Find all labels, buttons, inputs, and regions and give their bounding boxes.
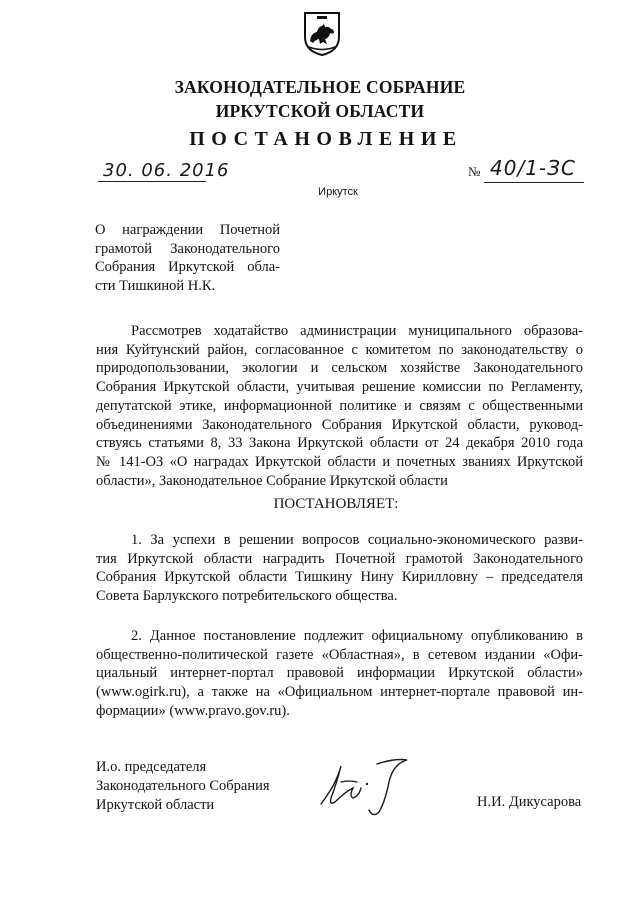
preamble-paragraph [96, 322, 583, 490]
organization-name-line2: ИРКУТСКОЙ ОБЛАСТИ [215, 101, 425, 121]
document-number: 40/1-ЗС [490, 156, 576, 180]
text-line: Собрания Иркутской области Тишкину Нину Кирилловну – председателя [96, 569, 583, 586]
signatory-title-line: Законодательного Собрания [96, 778, 270, 794]
text-line: Собрания Иркутской области, учитывая решение комиссии по Регламенту, [96, 379, 583, 396]
text-line: Совета Барлукского потребительского общества. [96, 588, 398, 605]
text-line: природопользовании, экологии и сельском хозяйстве Законодательного [96, 360, 583, 377]
text-line: депутатской этике, информационной политике и связям с общественными [96, 397, 583, 414]
resolution-item-1 [96, 531, 583, 606]
city-name: Иркутск [318, 186, 358, 198]
text-line: формации» (www.pravo.gov.ru). [96, 702, 290, 719]
signatory-name: Н.И. Дикусарова [477, 794, 582, 810]
subject-line: сти Тишкиной Н.К. [95, 278, 216, 295]
document-type-title: ПОСТАНОВЛЕНИЕ [189, 128, 463, 150]
text-line: № 141-ОЗ «О наградах Иркутской области и почетных званиях Иркутской [96, 453, 583, 470]
text-line: 1. За успехи в решении вопросов социально-экономического разви- [131, 532, 583, 548]
organization-name-line1: ЗАКОНОДАТЕЛЬНОЕ СОБРАНИЕ [174, 77, 466, 97]
irkutsk-coat-of-arms-icon [303, 11, 341, 57]
date-underline [98, 181, 206, 182]
number-sign: № [468, 164, 481, 179]
document-subject [95, 221, 280, 296]
handwritten-signature [315, 752, 415, 822]
number-underline [484, 182, 584, 183]
text-line: тия Иркутской области наградить Почетной грамотой Законодательного [96, 550, 583, 567]
document-date: 30. 06. 2016 [103, 160, 230, 181]
signatory-title-line: Иркутской области [96, 797, 215, 813]
text-line: ния Куйтунский район, согласованное с комитетом по законодательству о [96, 341, 583, 358]
signatory-title-line: И.о. председателя [96, 759, 207, 775]
text-line: ствуясь статьями 8, 33 Закона Иркутской области от 24 декабря 2010 года [96, 435, 583, 452]
text-line: (www.ogirk.ru), а также на «Официальном интернет-портале правовой ин- [96, 684, 583, 701]
subject-line: грамотой Законодательного [95, 240, 280, 257]
text-line: Рассмотрев ходатайство администрации муниципального образова- [131, 323, 583, 339]
resolves-heading: ПОСТАНОВЛЯЕТ: [273, 496, 399, 512]
text-line: 2. Данное постановление подлежит официальному опубликованию в [131, 628, 583, 644]
subject-line: Собрания Иркутской обла- [95, 259, 280, 276]
text-line: циальный интернет-портал правовой информации Иркутской области» [96, 665, 583, 682]
text-line: объединениями Законодательного Собрания Иркутской области, руковод- [96, 416, 583, 433]
text-line: общественно-политической газете «Областная», в сетевом издании «Офи- [96, 646, 583, 663]
signatory-title [96, 758, 270, 815]
text-line: области», Законодательное Собрание Иркутской области [96, 472, 448, 489]
subject-line: О награждении Почетной [95, 222, 280, 238]
resolution-item-2 [96, 627, 583, 721]
